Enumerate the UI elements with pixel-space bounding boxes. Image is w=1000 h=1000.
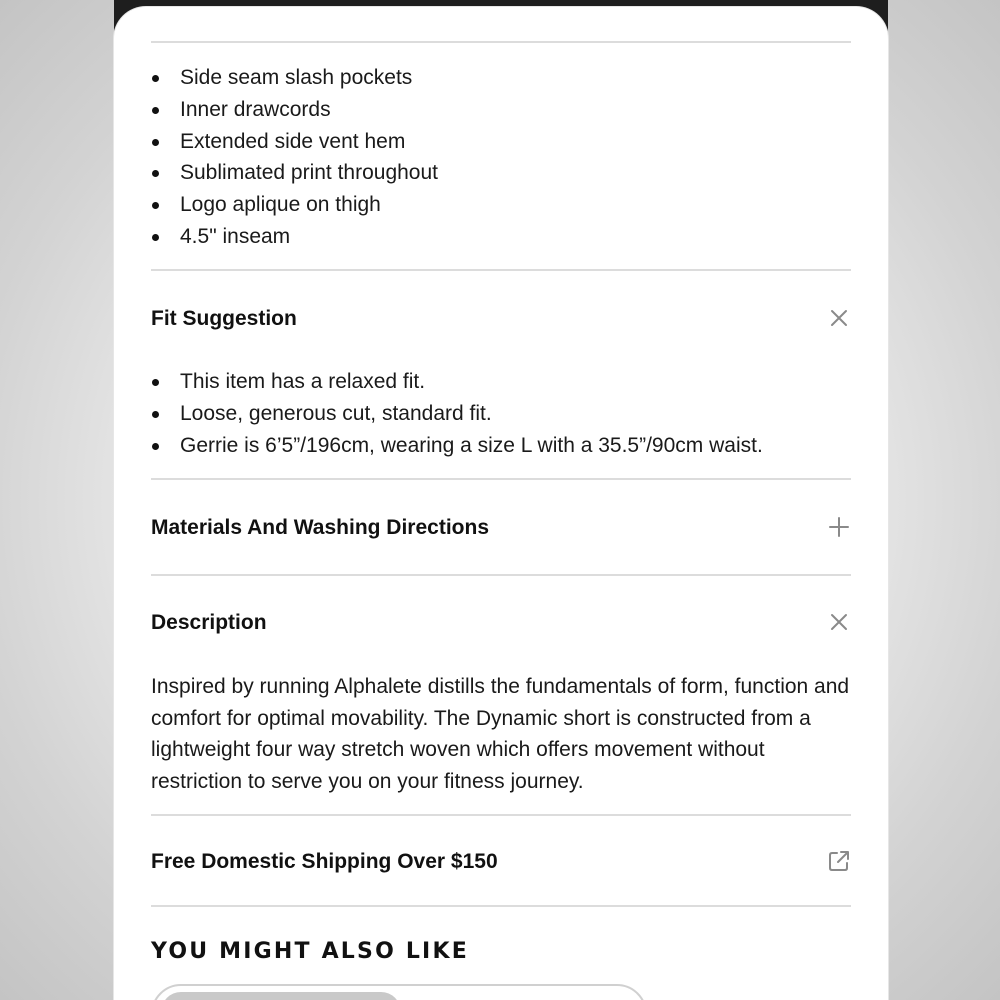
shipping-link[interactable]: Free Domestic Shipping Over $150	[151, 850, 498, 873]
list-item: Side seam slash pockets	[151, 62, 851, 94]
materials-header[interactable]: Materials And Washing Directions	[151, 516, 489, 539]
divider	[151, 269, 851, 271]
product-details-panel	[114, 7, 888, 1000]
list-item: Logo aplique on thigh	[151, 189, 851, 221]
fit-suggestion-header[interactable]: Fit Suggestion	[151, 307, 297, 330]
carousel-item[interactable]	[161, 992, 401, 1000]
divider	[151, 478, 851, 480]
list-item: Loose, generous cut, standard fit.	[151, 398, 851, 430]
description-text: Inspired by running Alphalete distills the fundamentals of form, function and comfort for optimal movability. The Dynamic short is constructed from a lightweight four way stretch woven which offers movement without restriction to serve you on your fitness journey.	[151, 675, 850, 794]
divider	[151, 814, 851, 816]
list-item: 4.5" inseam	[151, 221, 851, 253]
features-list	[151, 62, 851, 253]
list-item: This item has a relaxed fit.	[151, 366, 851, 398]
close-icon[interactable]	[827, 610, 851, 634]
list-item: Extended side vent hem	[151, 126, 851, 158]
description-header[interactable]: Description	[151, 611, 267, 634]
list-item: Inner drawcords	[151, 94, 851, 126]
divider	[151, 574, 851, 576]
plus-icon[interactable]	[827, 515, 851, 539]
fit-suggestion-list	[151, 366, 851, 461]
close-icon[interactable]	[827, 306, 851, 330]
external-link-icon[interactable]	[827, 849, 851, 873]
recommendations-carousel[interactable]	[151, 984, 647, 1000]
recommendations-heading: YOU MIGHT ALSO LIKE	[151, 939, 469, 964]
list-item: Gerrie is 6’5”/196cm, wearing a size L with a 35.5”/90cm waist.	[151, 430, 851, 462]
list-item: Sublimated print throughout	[151, 157, 851, 189]
divider	[151, 905, 851, 907]
divider	[151, 41, 851, 43]
